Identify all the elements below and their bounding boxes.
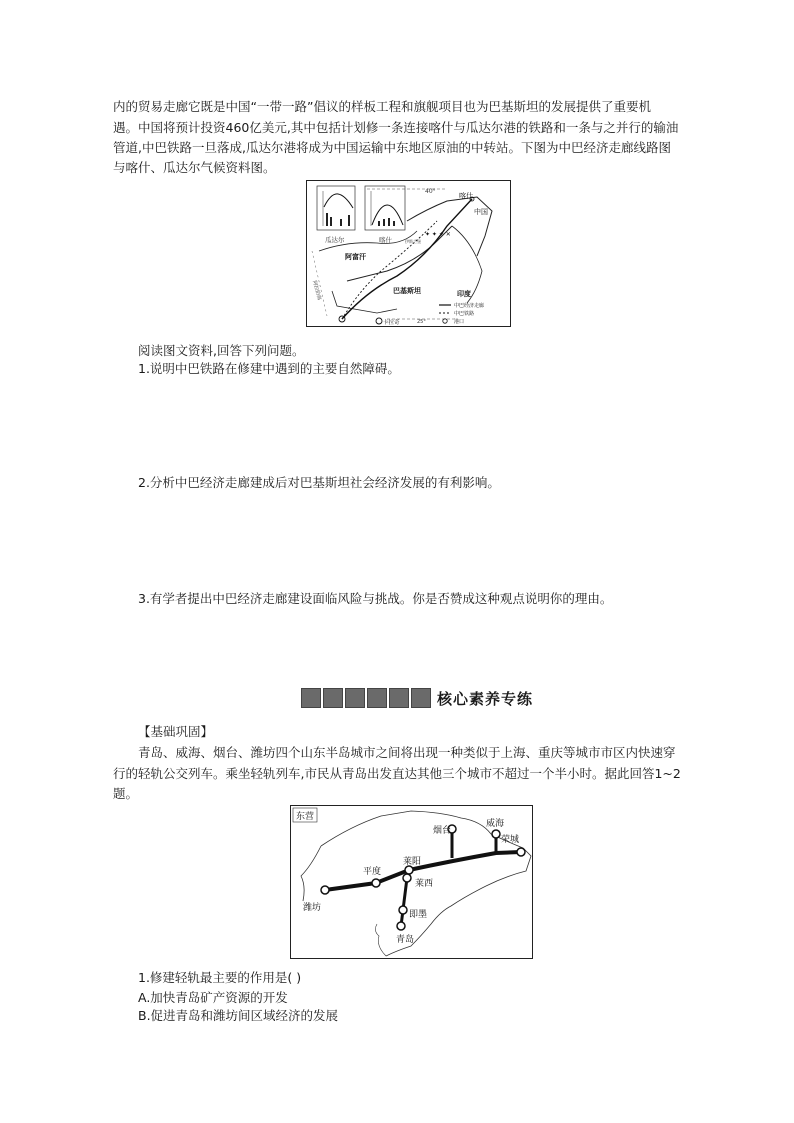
city-pingdu: 平度 (363, 867, 382, 877)
exercise-question-1: 1.修建轻轨最主要的作用是( ) (138, 970, 302, 985)
city-weifang: 潍坊 (303, 903, 322, 913)
banner-block (411, 688, 431, 708)
india-label: 印度 (457, 290, 471, 298)
section-banner (301, 687, 533, 709)
city-weihai: 威海 (486, 819, 505, 829)
passage-line-3: 题。 (113, 786, 139, 801)
intro-line-3: 管道,中巴铁路一旦落成,瓜达尔港将成为中国运输中东地区原油的中转站。下图为中巴经济走廊线路图 (113, 140, 671, 155)
question-3: 3.有学者提出中巴经济走廊建设面临风险与挑战。你是否赞成这种观点说明你的理由。 (138, 591, 613, 606)
sea-label: 阿拉伯海 (311, 279, 323, 301)
karachi-label: 卡拉奇 (383, 320, 400, 326)
legend-railway: 中巴铁路 (454, 311, 475, 317)
city-dongying: 东营 (296, 812, 315, 822)
banner-block (345, 688, 365, 708)
option-b: B.促进青岛和潍坊间区域经济的发展 (138, 1008, 339, 1023)
question-1: 1.说明中巴铁路在修建中遇到的主要自然障碍。 (138, 361, 400, 376)
kashgar-city-label: 喀什 (459, 192, 473, 200)
gwadar-chart-label: 瓜达尔 (325, 236, 345, 244)
lat-25-label: 25° (417, 319, 426, 325)
city-laixi: 莱西 (415, 879, 434, 889)
question-2: 2.分析中巴经济走廊建成后对巴基斯坦社会经济发展的有利影响。 (138, 475, 500, 490)
china-label: 中国 (474, 208, 488, 216)
passage-line-2: 行的轻轨公交列车。乘坐轻轨列车,市民从青岛出发直达其他三个城市不超过一个半小时。据此回答1~2 (113, 766, 681, 781)
intro-line-1: 内的贸易走廊它既是中国“一带一路”倡议的样板工程和旗舰项目也为巴基斯坦的发展提供了重要机 (113, 99, 651, 114)
city-rongcheng: 荣城 (501, 835, 520, 845)
afghanistan-label: 阿富汗 (345, 253, 366, 261)
light-rail-map-figure (290, 805, 533, 959)
corridor-map-figure (306, 180, 511, 327)
legend-port: 港口 (454, 319, 465, 325)
basics-heading: 【基础巩固】 (138, 724, 214, 739)
svg-text:✦ ✦ ✦ ✕: ✦ ✦ ✦ ✕ (425, 231, 451, 238)
pakistan-label: 巴基斯坦 (393, 287, 421, 295)
city-laiyang: 莱阳 (403, 857, 422, 867)
passage-line-1: 青岛、威海、烟台、潍坊四个山东半岛城市之间将出现一种类似于上海、重庆等城市市区内快速穿 (138, 745, 676, 760)
islamabad-label: 伊斯兰堡 (405, 239, 421, 244)
light-rail-map (291, 806, 532, 958)
lat-40-label: 40° (425, 188, 436, 195)
legend-corridor: 中巴经济走廊 (454, 303, 485, 309)
banner-block (367, 688, 387, 708)
intro-line-4: 与喀什、瓜达尔气候资料图。 (113, 160, 276, 175)
banner-block (301, 688, 321, 708)
gwadar-climate-chart (317, 186, 355, 244)
corridor-map (307, 181, 510, 326)
map1-legend (439, 302, 484, 325)
kashgar-chart-label: 喀什 (379, 236, 392, 244)
kashgar-climate-chart (365, 186, 405, 244)
intro-line-2: 遇。中国将预计投资460亿美元,其中包括计划修一条连接喀什与瓜达尔港的铁路和一条与之并行的输油 (113, 120, 679, 135)
city-yantai: 烟台 (433, 826, 452, 836)
section-title: 核心素养专练 (437, 689, 534, 708)
banner-block (323, 688, 343, 708)
reading-prompt: 阅读图文资料,回答下列问题。 (138, 343, 305, 358)
option-a: A.加快青岛矿产资源的开发 (138, 990, 288, 1005)
city-qingdao: 青岛 (396, 935, 415, 945)
city-jimo: 即墨 (409, 910, 428, 920)
banner-block (389, 688, 409, 708)
